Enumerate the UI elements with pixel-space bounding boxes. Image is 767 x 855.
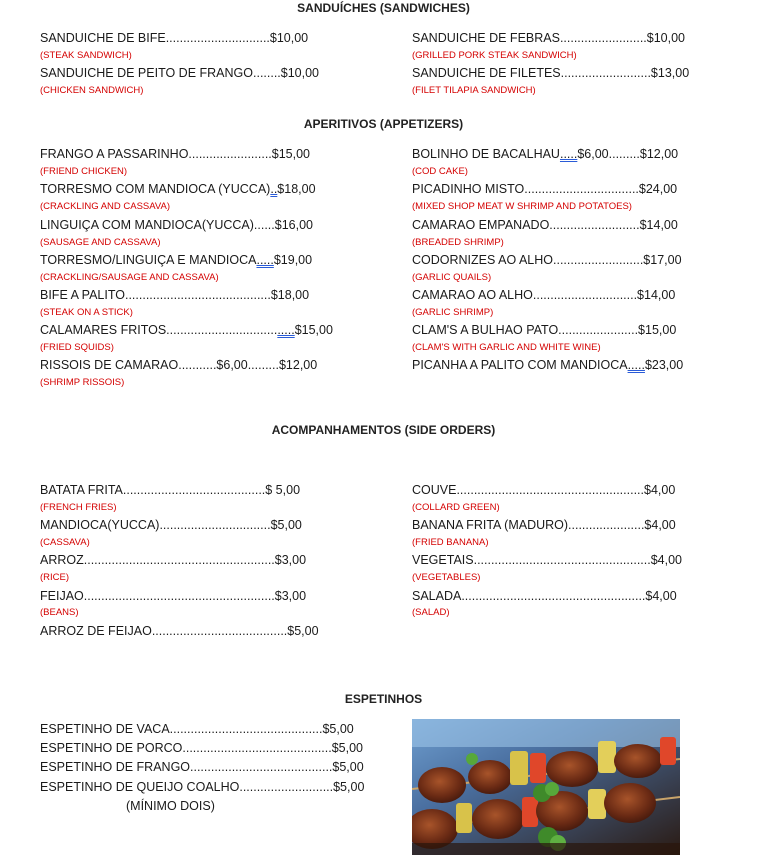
menu-item-name: CALAMARES FRITOS................................ xyxy=(40,323,278,337)
menu-item-translation: (CASSAVA) xyxy=(40,537,90,548)
menu-item-translation: (BEANS) xyxy=(40,607,79,618)
menu-item-translation: (SHRIMP RISSOIS) xyxy=(40,377,125,388)
menu-item: SANDUICHE DE BIFE..............................$10,00 xyxy=(40,31,309,45)
menu-item: CODORNIZES AO ALHO..........................$17,00 xyxy=(412,253,682,267)
menu-item-translation: (CHICKEN SANDWICH) xyxy=(40,85,144,96)
menu-item-leader: .. xyxy=(270,182,278,196)
menu-item: CAMARAO AO ALHO..............................$14,00 xyxy=(412,288,676,302)
menu-item-translation: (SALAD) xyxy=(412,607,450,618)
menu-item-translation: (STEAK ON A STICK) xyxy=(40,307,133,318)
menu-item-price: $15,00 xyxy=(294,323,333,337)
menu-item-price: $23,00 xyxy=(644,358,684,372)
menu-item: PICADINHO MISTO.................................$24,00 xyxy=(412,182,678,196)
menu-item-name: TORRESMO COM MANDIOCA (YUCCA) xyxy=(40,182,271,196)
menu-item-price: $18,00 xyxy=(277,182,316,196)
menu-item-translation: (COD CAKE) xyxy=(412,166,468,177)
menu-item-price: $6,00.........$12,00 xyxy=(577,147,679,161)
menu-item-translation: (FILET TILAPIA SANDWICH) xyxy=(412,85,536,96)
menu-item-translation: (CRACKLING/SAUSAGE AND CASSAVA) xyxy=(40,272,219,283)
menu-item: ESPETINHO DE FRANGO.........................................$5,00 xyxy=(40,760,364,774)
menu-item-translation: (GARLIC SHRIMP) xyxy=(412,307,494,318)
menu-item: FEIJAO.......................................................$3,00 xyxy=(40,589,307,603)
menu-item-translation: (COLLARD GREEN) xyxy=(412,502,500,513)
menu-item xyxy=(412,358,683,372)
menu-item: SANDUICHE DE FILETES..........................$13,00 xyxy=(412,66,690,80)
menu-item: ESPETINHO DE VACA............................................$5,00 xyxy=(40,722,354,736)
skewers-note: (MÍNIMO DOIS) xyxy=(126,799,215,813)
menu-item-name: TORRESMO/LINGUIÇA E MANDIOCA xyxy=(40,253,257,267)
menu-item-translation: (MIXED SHOP MEAT W SHRIMP AND POTATOES) xyxy=(412,201,632,212)
menu-item: ARROZ.......................................................$3,00 xyxy=(40,553,307,567)
menu-item: ARROZ DE FEIJAO.......................................$5,00 xyxy=(40,624,319,638)
section-header-sides: ACOMPANHAMENTOS (SIDE ORDERS) xyxy=(271,423,496,437)
menu-item: SANDUICHE DE PEITO DE FRANGO........$10,00 xyxy=(40,66,320,80)
menu-item: FRANGO A PASSARINHO........................$15,00 xyxy=(40,147,310,161)
menu-item xyxy=(412,147,678,161)
menu-item-translation: (STEAK SANDWICH) xyxy=(40,50,132,61)
menu-item: CLAM'S A BULHAO PATO.......................$15,00 xyxy=(412,323,677,337)
menu-item-price: $19,00 xyxy=(273,253,313,267)
menu-item-translation: (VEGETABLES) xyxy=(412,572,481,583)
skewers-photo-svg xyxy=(412,719,680,855)
menu-item-leader: ..... xyxy=(559,147,578,161)
menu-item xyxy=(40,323,333,337)
skewers-photo xyxy=(412,719,680,855)
menu-item-translation: (BREADED SHRIMP) xyxy=(412,237,504,248)
menu-item-translation: (SAUSAGE AND CASSAVA) xyxy=(40,237,161,248)
menu-item: CAMARAO EMPANADO..........................$14,00 xyxy=(412,218,678,232)
menu-item: ESPETINHO DE PORCO...........................................$5,00 xyxy=(40,741,363,755)
menu-item: SALADA.....................................................$4,00 xyxy=(412,589,677,603)
menu-item: LINGUIÇA COM MANDIOCA(YUCCA)......$16,00 xyxy=(40,218,313,232)
menu-item: BIFE A PALITO..........................................$18,00 xyxy=(40,288,310,302)
menu-item: SANDUICHE DE FEBRAS.........................$10,00 xyxy=(412,31,685,45)
menu-item-leader: ..... xyxy=(627,358,645,372)
menu-item-translation: (GARLIC QUAILS) xyxy=(412,272,492,283)
menu-item-translation: (RICE) xyxy=(40,572,70,583)
menu-item-translation: (GRILLED PORK STEAK SANDWICH) xyxy=(412,50,577,61)
menu-item-name: BOLINHO DE BACALHAU xyxy=(412,147,560,161)
menu-item-translation: (FRIEND CHICKEN) xyxy=(40,166,128,177)
menu-item: VEGETAIS...................................................$4,00 xyxy=(412,553,682,567)
menu-item-leader: ..... xyxy=(256,253,274,267)
section-header-appetizers: APERITIVOS (APPETIZERS) xyxy=(303,117,464,131)
menu-item-leader: ..... xyxy=(277,323,295,337)
menu-item xyxy=(40,182,316,196)
menu-item-name: PICANHA A PALITO COM MANDIOCA xyxy=(412,358,628,372)
menu-item-translation: (CLAM'S WITH GARLIC AND WHITE WINE) xyxy=(412,342,601,353)
menu-item-translation: (FRENCH FRIES) xyxy=(40,502,117,513)
menu-item: MANDIOCA(YUCCA)................................$5,00 xyxy=(40,518,302,532)
menu-item-translation: (FRIED SQUIDS) xyxy=(40,342,114,353)
section-header-skewers: ESPETINHOS xyxy=(344,692,423,706)
menu-item: BATATA FRITA.........................................$ 5,00 xyxy=(40,483,301,497)
section-header-sandwiches: SANDUÍCHES (SANDWICHES) xyxy=(297,1,470,15)
menu-item xyxy=(40,253,312,267)
menu-item-translation: (FRIED BANANA) xyxy=(412,537,489,548)
menu-item: RISSOIS DE CAMARAO...........$6,00.........$12,00 xyxy=(40,358,318,372)
menu-item: BANANA FRITA (MADURO)......................$4,00 xyxy=(412,518,676,532)
menu-item: COUVE......................................................$4,00 xyxy=(412,483,676,497)
menu-item-translation: (CRACKLING AND CASSAVA) xyxy=(40,201,171,212)
menu-item: ESPETINHO DE QUEIJO COALHO...........................$5,00 xyxy=(40,780,365,794)
